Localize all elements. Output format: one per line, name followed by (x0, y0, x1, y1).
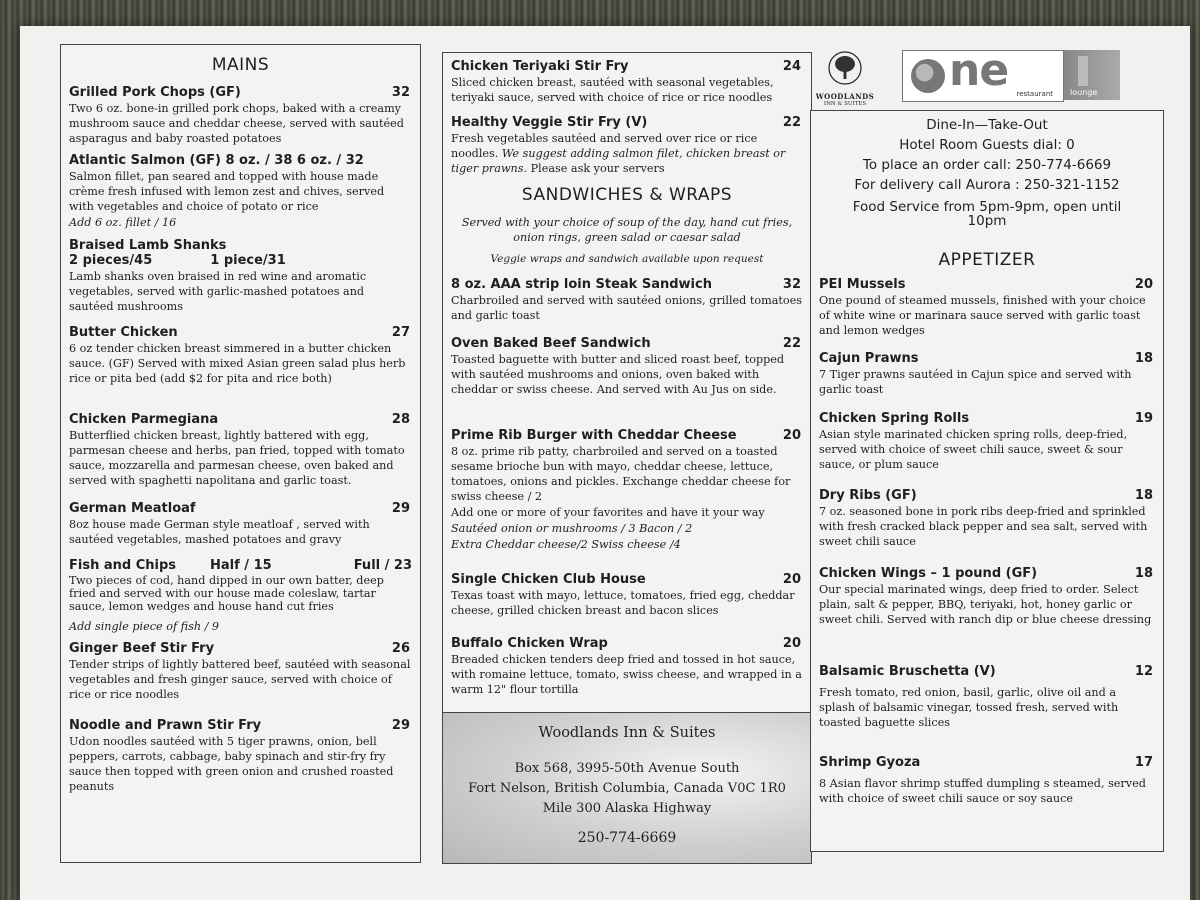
item-description: 6 oz tender chicken breast simmered in a butter chicken sauce. (GF) Served with mixed Asian green salad plus herb rice or pita bed (add $2 for pita and rice both) (69, 342, 406, 385)
menu-item (819, 411, 1155, 472)
item-price: 29 (391, 501, 410, 516)
hotel-phone: 250-774-6669 (577, 830, 677, 846)
info-hours: Food Service from 5pm-9pm, open until (852, 199, 1122, 215)
item-description: Asian style marinated chicken spring rolls, deep-fried, served with choice of sweet chili sauce, sweet & sour sauce, or plum sauce (819, 428, 1128, 471)
item-description: Fresh vegetables sautéed and served over rice or rice noodles. (451, 132, 758, 160)
item-price: 22 (782, 115, 801, 130)
item-name: 8 oz. AAA strip loin Steak Sandwich (451, 277, 712, 292)
menu-item (69, 558, 412, 634)
menu-item (69, 238, 412, 314)
lounge-mark-icon (1078, 56, 1088, 86)
menu-item (819, 488, 1155, 549)
item-price: 20 (782, 572, 801, 587)
item-price: 29 (391, 718, 410, 733)
item-price: 18 (1134, 566, 1153, 581)
item-option: Half / 15 (210, 558, 272, 573)
item-price: 20 (782, 428, 801, 443)
address-line: Fort Nelson, British Columbia, Canada V0C 1R0 (468, 781, 786, 796)
item-price: 18 (1134, 488, 1153, 503)
tree-icon (810, 50, 880, 88)
menu-item (451, 277, 803, 323)
menu-item (451, 115, 803, 176)
sandwiches-title: SANDWICHES & WRAPS (521, 185, 733, 205)
item-name: Healthy Veggie Stir Fry (V) (451, 115, 648, 130)
item-addon: Sautéed onion or mushrooms / 3 Bacon / 2 (451, 522, 693, 535)
appetizer-panel (810, 110, 1164, 852)
sandwich-note-veggie: Veggie wraps and sandwich available upon request (490, 253, 764, 265)
item-name: Oven Baked Beef Sandwich (451, 336, 651, 351)
hotel-name: Woodlands Inn & Suites (538, 725, 716, 741)
address-line: Mile 300 Alaska Highway (542, 801, 712, 816)
item-description: 8 oz. prime rib patty, charbroiled and served on a toasted sesame brioche bun with mayo, cheddar cheese, lettuce, tomatoes, onions and pickles. Exchange cheddar cheese for swiss cheese / 2 (451, 445, 791, 503)
item-price: 24 (782, 59, 801, 74)
item-name: Prime Rib Burger with Cheddar Cheese (451, 428, 737, 443)
item-price: 12 (1134, 664, 1153, 679)
lounge-logo (1064, 50, 1120, 100)
item-description: Toasted baguette with butter and sliced roast beef, topped with sautéed mushrooms and onions, oven baked with cheddar or swiss cheese. And served with Au Jus on side. (451, 353, 785, 396)
item-description: Breaded chicken tenders deep fried and tossed in hot sauce, with romaine lettuce, tomato, swiss cheese, and wrapped in a warm 12" flour tortilla (451, 653, 802, 696)
item-name: Noodle and Prawn Stir Fry (69, 718, 262, 733)
item-description: 8 Asian flavor shrimp stuffed dumpling s steamed, served with choice of sweet chili sauce or soy sauce (819, 777, 1146, 805)
item-description: Lamb shanks oven braised in red wine and aromatic vegetables, served with garlic-mashed potatoes and sautéed mushrooms (69, 270, 367, 313)
item-description: 7 oz. seasoned bone in pork ribs deep-fried and sprinkled with fresh cracked black pepper and sea salt, served with sweet chili sauce (819, 505, 1148, 548)
info-delivery: For delivery call Aurora : 250-321-1152 (854, 177, 1120, 193)
info-order-phone: To place an order call: 250-774-6669 (862, 157, 1112, 173)
item-option: Full / 23 (353, 558, 412, 573)
item-description: Two 6 oz. bone-in grilled pork chops, baked with a creamy mushroom sauce and cheddar cheese, served with sautéed asparagus and baby roasted potatoes (69, 102, 404, 145)
item-description: One pound of steamed mussels, finished with your choice of white wine or marinara sauce served with garlic toast and lemon wedges (819, 294, 1146, 337)
item-description: Udon noodles sautéed with 5 tiger prawns, onion, bell peppers, carrots, cabbage, baby spinach and stir-fry fry sauce then topped with green onion and crushed roasted peanuts (69, 735, 394, 793)
menu-item (451, 428, 803, 552)
mains-panel (60, 44, 421, 863)
menu-item (69, 641, 412, 702)
sandwiches-panel (442, 52, 812, 714)
one-restaurant-logo (902, 45, 1064, 102)
item-price: 27 (391, 325, 410, 340)
menu-item (451, 336, 803, 397)
item-description: Our special marinated wings, deep fried to order. Select plain, salt & pepper, BBQ, teriyaki, hot, honey garlic or sweet chili. Served with ranch dip or blue cheese dressing (819, 583, 1152, 626)
menu-item (451, 636, 803, 697)
item-price: 28 (391, 412, 410, 427)
woodlands-sub: INN & SUITES (823, 101, 867, 107)
appetizer-title: APPETIZER (938, 250, 1036, 270)
menu-sheet (20, 26, 1190, 900)
item-price: 26 (391, 641, 410, 656)
o-circle-icon (911, 59, 945, 93)
menu-item (819, 351, 1155, 397)
woodlands-name: WOODLANDS (815, 92, 875, 101)
item-description: Fresh tomato, red onion, basil, garlic, olive oil and a splash of balsamic vinegar, tossed fresh, served with toasted baguette slices (819, 686, 1119, 729)
item-description: Tender strips of lightly battered beef, sautéed with seasonal vegetables and fresh ginger sauce, served with choice of rice or rice noodles (69, 658, 411, 701)
item-description: Butterflied chicken breast, lightly battered with egg, parmesan cheese and herbs, pan fried, topped with tomato sauce, mozzarella and parmesan cheese, oven baked and served with spaghetti napolitana and garlic toast. (69, 429, 405, 487)
item-name: Ginger Beef Stir Fry (69, 641, 215, 656)
item-price: 22 (782, 336, 801, 351)
item-description: Charbroiled and served with sautéed onions, grilled tomatoes and garlic toast (451, 294, 802, 322)
item-addons: Add one or more of your favorites and have it your way (451, 506, 765, 519)
item-name: Single Chicken Club House (451, 572, 646, 587)
item-name: Shrimp Gyoza (819, 755, 921, 770)
item-name: Chicken Spring Rolls (819, 411, 970, 426)
item-note: Add single piece of fish / 9 (69, 620, 220, 633)
mains-title: MAINS (211, 55, 270, 75)
one-wordmark: ne (949, 45, 1009, 96)
item-price: 18 (1134, 351, 1153, 366)
item-description: Texas toast with mayo, lettuce, tomatoes, fried egg, cheddar cheese, grilled chicken breast and bacon slices (451, 589, 795, 617)
woodlands-logo (810, 50, 880, 107)
menu-item (819, 566, 1155, 627)
info-hours-end: 10pm (967, 213, 1007, 229)
item-price: 19 (1134, 411, 1153, 426)
item-name: Braised Lamb Shanks (69, 238, 227, 253)
item-name: Fish and Chips (69, 558, 177, 573)
sandwich-note: Served with your choice of soup of the day, hand cut fries, onion rings, green salad or caesar salad (461, 216, 793, 244)
item-name: Dry Ribs (GF) (819, 488, 917, 503)
item-price: 20 (782, 636, 801, 651)
menu-item (451, 572, 803, 618)
info-room-guests: Hotel Room Guests dial: 0 (899, 137, 1075, 153)
item-name: Buffalo Chicken Wrap (451, 636, 608, 651)
logo-strip (810, 45, 1162, 107)
item-description: Salmon fillet, pan seared and topped with house made crème fresh infused with lemon zest and chives, served with vegetables and choice of potato or rice (69, 170, 385, 213)
item-note: Add 6 oz. fillet / 16 (69, 216, 177, 229)
menu-item (69, 325, 412, 386)
item-name: PEI Mussels (819, 277, 906, 292)
item-price: 20 (1134, 277, 1153, 292)
item-name: German Meatloaf (69, 501, 196, 516)
item-price: 32 (391, 85, 410, 100)
item-name: Balsamic Bruschetta (V) (819, 664, 996, 679)
item-price: 17 (1134, 755, 1153, 770)
menu-item (451, 59, 803, 105)
hotel-address-block (442, 712, 812, 864)
menu-item (819, 664, 1155, 730)
item-price: 32 (782, 277, 801, 292)
one-sub: restaurant (1016, 90, 1053, 98)
item-name: Chicken Teriyaki Stir Fry (451, 59, 629, 74)
item-description: 7 Tiger prawns sautéed in Cajun spice and served with garlic toast (819, 368, 1132, 396)
item-option: 1 piece/31 (210, 253, 286, 268)
item-name: Chicken Wings – 1 pound (GF) (819, 566, 1038, 581)
item-option: 2 pieces/45 (69, 253, 153, 268)
menu-item (819, 277, 1155, 338)
menu-item (69, 153, 412, 230)
item-description: 8oz house made German style meatloaf , served with sautéed vegetables, mashed potatoes and gravy (69, 518, 370, 546)
item-suggestion: We suggest adding salmon filet, chicken breast or tiger prawns. (451, 147, 786, 175)
item-description-tail: Please ask your servers (530, 162, 665, 175)
item-name: Chicken Parmegiana (69, 412, 219, 427)
lounge-label: lounge (1070, 88, 1098, 97)
item-name: Atlantic Salmon (GF) 8 oz. / 38 6 oz. / 32 (69, 153, 364, 168)
menu-item (819, 755, 1155, 806)
info-dine-in: Dine-In—Take-Out (926, 117, 1048, 133)
item-name: Butter Chicken (69, 325, 178, 340)
menu-item (69, 412, 412, 488)
item-addon: Extra Cheddar cheese/2 Swiss cheese /4 (451, 538, 681, 551)
menu-item (69, 85, 412, 146)
item-description: Sliced chicken breast, sautéed with seasonal vegetables, teriyaki sauce, served with choice of rice or rice noodles (451, 76, 774, 104)
item-description: Two pieces of cod, hand dipped in our own batter, deep fried and served with our house made coleslaw, tartar sauce, lemon wedges and house hand cut fries (69, 574, 384, 613)
menu-item (69, 501, 412, 547)
item-name: Grilled Pork Chops (GF) (69, 85, 241, 100)
item-name: Cajun Prawns (819, 351, 919, 366)
address-line: Box 568, 3995-50th Avenue South (514, 761, 740, 776)
menu-item (69, 718, 412, 794)
